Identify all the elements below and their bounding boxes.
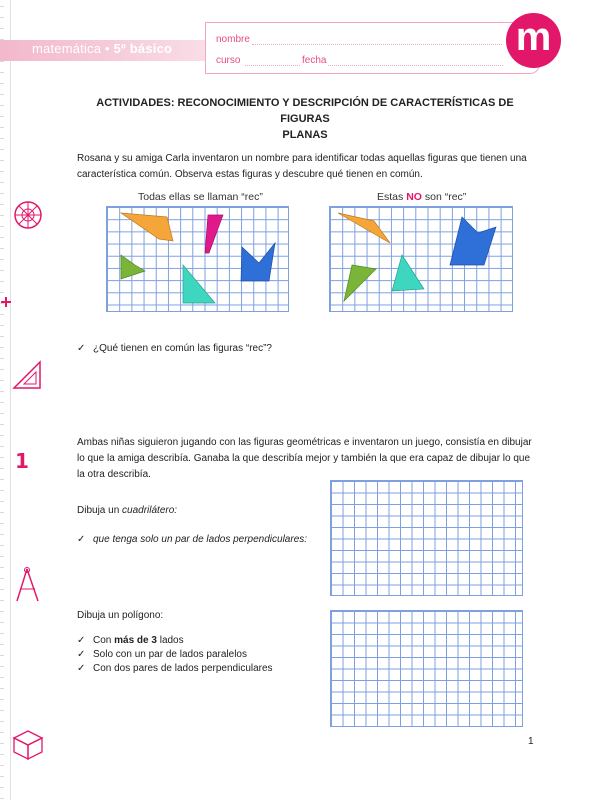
- margin-tick: [0, 501, 4, 502]
- question-rec-text: ¿Qué tienen en común las figuras “rec”?: [93, 343, 272, 354]
- margin-tick: [0, 490, 4, 491]
- teal-shape: [392, 255, 424, 291]
- drawing-grid-quadrilateral[interactable]: [330, 480, 523, 596]
- margin-tick: [0, 325, 4, 326]
- margin-tick: [0, 457, 4, 458]
- margin-tick: [0, 182, 4, 183]
- task1-item: [77, 532, 307, 547]
- margin-tick: [0, 545, 4, 546]
- margin-tick: [0, 776, 4, 777]
- margin-tick: [0, 435, 4, 436]
- task2-item-3-text: Con dos pares de lados perpendiculares: [93, 663, 273, 674]
- non-rec-caption-b: son “rec”: [421, 191, 467, 203]
- intro-paragraph: [77, 151, 547, 183]
- margin-tick: [0, 523, 4, 524]
- margin-tick: [0, 83, 4, 84]
- set-square-icon: [10, 358, 44, 392]
- margin-tick: [0, 600, 4, 601]
- header-subject-grade: [32, 41, 172, 56]
- question-rec: [77, 341, 272, 356]
- margin-tick: [0, 215, 4, 216]
- task2-item-3: [77, 661, 273, 676]
- margin-tick: [0, 160, 4, 161]
- game-line2: lo que la amiga describía. Ganaba la que describía mejor y también la que era capaz de dibujar lo que: [77, 453, 531, 464]
- margin-tick: [0, 655, 4, 656]
- header-bullet: •: [105, 41, 114, 56]
- drawing-compass-icon: [10, 565, 44, 605]
- margin-tick: [0, 116, 4, 117]
- header-grade: 5º básico: [113, 41, 173, 56]
- margin-tick: [0, 589, 4, 590]
- rec-figures-caption: Todas ellas se llaman “rec”: [138, 191, 263, 203]
- margin-tick: [0, 402, 4, 403]
- margin-tick: [0, 127, 4, 128]
- margin-tick: [0, 237, 4, 238]
- game-line3: la otra describía.: [77, 469, 151, 480]
- number-one-icon: [12, 448, 32, 472]
- green-shape: [121, 255, 145, 279]
- task2-item-1-prefix: Con: [93, 635, 115, 646]
- game-line1: Ambas niñas siguieron jugando con las figuras geométricas e inventaron un juego, consistía en dibujar: [77, 437, 532, 448]
- margin-tick: [0, 270, 4, 271]
- margin-tick: [0, 171, 4, 172]
- non-rec-figures-caption: [377, 191, 466, 203]
- margin-tick: [0, 259, 4, 260]
- task2-item-2: [77, 647, 247, 662]
- task1-em: cuadrilátero:: [122, 505, 178, 516]
- plus-icon: [0, 296, 12, 308]
- check-icon: ✓: [77, 343, 86, 354]
- orange-shape: [338, 213, 390, 243]
- svg-text:1: 1: [15, 449, 29, 472]
- margin-tick: [0, 534, 4, 535]
- teal-shape: [183, 265, 215, 303]
- name-field[interactable]: [252, 44, 502, 45]
- check-icon: ✓: [77, 635, 86, 646]
- margin-tick: [0, 677, 4, 678]
- margin-tick: [0, 688, 4, 689]
- margin-tick: [0, 743, 4, 744]
- margin-tick: [0, 644, 4, 645]
- page-title-line1: ACTIVIDADES: RECONOCIMIENTO Y DESCRIPCIÓN DE CARACTERÍSTICAS DE FIGURAS: [96, 97, 514, 125]
- margin-tick: [0, 666, 4, 667]
- task1-label: [77, 503, 177, 519]
- task2-label: Dibuja un polígono:: [77, 610, 164, 621]
- margin-tick: [0, 424, 4, 425]
- margin-tick: [0, 292, 4, 293]
- course-field[interactable]: [245, 65, 300, 66]
- margin-tick: [0, 347, 4, 348]
- margin-tick: [0, 358, 4, 359]
- task1-item-text: que tenga solo un par de lados perpendiculares:: [93, 534, 308, 545]
- check-icon: ✓: [77, 534, 86, 545]
- margin-tick: [0, 105, 4, 106]
- margin-tick: [0, 204, 4, 205]
- margin-tick: [0, 567, 4, 568]
- task2-item-1-bold: más de 3: [114, 635, 157, 646]
- margin-tick: [0, 556, 4, 557]
- margin-tick: [0, 611, 4, 612]
- margin-tick: [0, 149, 4, 150]
- margin-tick: [0, 380, 4, 381]
- check-icon: ✓: [77, 649, 86, 660]
- margin-tick: [0, 138, 4, 139]
- rec-shapes: [107, 207, 290, 313]
- student-info-box: [205, 22, 540, 74]
- margin-tick: [0, 61, 4, 62]
- blue-shape: [241, 243, 275, 281]
- left-margin-line: [10, 0, 11, 800]
- margin-tick: [0, 446, 4, 447]
- margin-tick: [0, 512, 4, 513]
- margin-tick: [0, 17, 4, 18]
- margin-tick: [0, 314, 4, 315]
- green-shape: [344, 265, 376, 301]
- margin-tick: [0, 281, 4, 282]
- name-label: nombre: [216, 34, 250, 45]
- margin-tick: [0, 413, 4, 414]
- margin-tick: [0, 622, 4, 623]
- margin-tick: [0, 468, 4, 469]
- margin-tick: [0, 28, 4, 29]
- task2-item-2-text: Solo con un par de lados paralelos: [93, 649, 247, 660]
- margin-tick: [0, 193, 4, 194]
- margin-tick: [0, 633, 4, 634]
- check-icon: ✓: [77, 663, 86, 674]
- drawing-grid-polygon[interactable]: [330, 610, 523, 727]
- margin-tick: [0, 578, 4, 579]
- margin-tick: [0, 721, 4, 722]
- margin-tick: [0, 369, 4, 370]
- non-rec-figures-grid: [329, 206, 513, 312]
- compass-wheel-icon: [8, 195, 48, 235]
- task1-prefix: Dibuja un: [77, 505, 123, 516]
- margin-tick: [0, 336, 4, 337]
- orange-shape: [121, 213, 173, 241]
- page-number: 1: [528, 736, 534, 747]
- margin-tick: [0, 699, 4, 700]
- margin-tick: [0, 6, 4, 7]
- non-rec-caption-no: NO: [406, 191, 422, 203]
- game-paragraph: [77, 435, 547, 483]
- cube-net-icon: [8, 722, 48, 762]
- brand-logo: m: [506, 13, 561, 68]
- margin-tick: [0, 72, 4, 73]
- margin-tick: [0, 248, 4, 249]
- margin-tick: [0, 765, 4, 766]
- margin-tick: [0, 94, 4, 95]
- margin-tick: [0, 710, 4, 711]
- margin-tick: [0, 798, 4, 799]
- header-subject: matemática: [32, 41, 102, 56]
- non-rec-shapes: [330, 207, 514, 313]
- margin-tick: [0, 732, 4, 733]
- margin-tick: [0, 754, 4, 755]
- margin-tick: [0, 787, 4, 788]
- rec-figures-grid: [106, 206, 289, 312]
- course-label: curso: [216, 55, 241, 66]
- page-title-line2: PLANAS: [282, 129, 328, 141]
- non-rec-caption-a: Estas: [377, 191, 407, 203]
- page-title: [90, 95, 520, 143]
- date-label: fecha: [302, 55, 327, 66]
- task2-item-1: [77, 633, 184, 648]
- blue-shape: [450, 217, 496, 265]
- intro-line1: Rosana y su amiga Carla inventaron un nombre para identificar todas aquellas figuras que tienen una: [77, 153, 527, 164]
- margin-tick: [0, 226, 4, 227]
- margin-tick: [0, 391, 4, 392]
- margin-tick: [0, 479, 4, 480]
- date-field[interactable]: [328, 65, 503, 66]
- intro-line2: característica común. Observa estas figuras y descubre qué tienen en común.: [77, 169, 423, 180]
- task2-item-1-suffix: lados: [156, 635, 184, 646]
- magenta-shape: [205, 215, 223, 253]
